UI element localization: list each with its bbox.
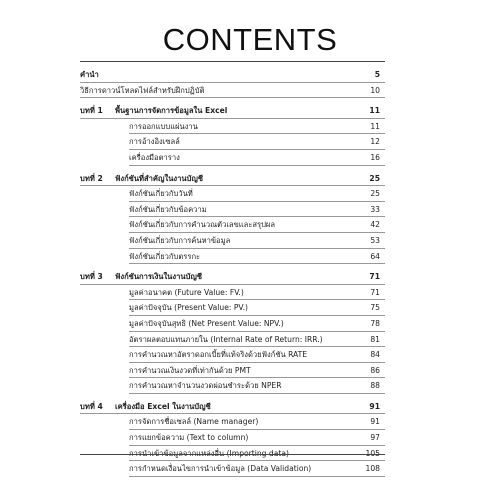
page-number: 81 [370,334,380,344]
entry-title: ฟังก์ชันที่สำคัญในงานบัญชี [115,173,203,183]
entry-title: ฟังก์ชันเกี่ยวกับการคำนวณตัวเลขและสรุปผล [129,220,276,230]
page-number: 11 [369,106,380,116]
page-number: 86 [370,365,380,375]
toc-section-row [80,300,385,316]
entry-title: ฟังก์ชันเกี่ยวกับตรรกะ [129,251,201,261]
chapter-number: บทที่ 4 [80,401,103,411]
toc-chapter-row [80,399,385,415]
toc-chapter-row [80,103,385,119]
entry-title: การแยกข้อความ (Text to column) [129,433,249,443]
page-number: 16 [370,152,380,162]
toc-section-row [80,347,385,363]
toc-section-row [80,316,385,332]
entry-title: การจัดการชื่อเซลล์ (Name manager) [129,417,259,427]
top-rule [80,61,385,62]
page-number: 53 [370,235,380,245]
entry-title: การคำนวณหาจำนวนงวดผ่อนชำระด้วย NPER [129,381,282,391]
entry-title: เครื่องมือตาราง [129,152,180,162]
toc-section-row [80,233,385,249]
toc-section-row [80,378,385,394]
page-number: 78 [370,318,380,328]
chapter-number: บทที่ 2 [80,173,103,183]
chapter-number: บทที่ 3 [80,272,103,282]
toc-section-row [80,285,385,301]
entry-title: การออกแบบแผ่นงาน [129,121,198,131]
page-number: 108 [365,464,380,474]
toc-section-row [80,363,385,379]
toc-section-row [80,461,385,477]
page-number: 91 [370,417,380,427]
entry-title: การอ้างอิงเซลล์ [129,137,180,147]
toc-section-row [80,134,385,150]
page-number: 88 [370,381,380,391]
toc-chapter-row [80,269,385,285]
page-number: 71 [369,272,380,282]
page-number: 75 [370,303,380,313]
entry-title: มูลค่าปัจจุบันสุทธิ (Net Present Value: NPV.) [129,318,284,328]
page-number: 91 [369,401,380,411]
toc-section-row [80,202,385,218]
page-number: 25 [369,173,380,183]
page-number: 42 [370,220,380,230]
chapter-number: บทที่ 1 [80,106,103,116]
entry-title: มูลค่าอนาคต (Future Value: FV.) [129,287,244,297]
table-of-contents [80,64,385,477]
page-number: 5 [374,70,380,79]
entry-title: วิธีการดาวน์โหลดไฟล์สำหรับฝึกปฏิบัติ [80,85,205,95]
toc-section-row [80,332,385,348]
entry-title: พื้นฐานการจัดการข้อมูลใน Excel [115,106,228,116]
page-number: 64 [370,251,380,261]
page-number: 71 [370,287,380,297]
page-number: 25 [370,189,380,199]
entry-title: ฟังก์ชันการเงินในงานบัญชี [115,272,202,282]
toc-section-row [80,186,385,202]
entry-title: การนำเข้าข้อมูลจากแหล่งอื่น (Importing data) [129,448,289,458]
entry-title: ฟังก์ชันเกี่ยวกับวันที่ [129,189,193,199]
entry-title: ฟังก์ชันเกี่ยวกับการค้นหาข้อมูล [129,235,231,245]
row-underline [129,476,385,477]
entry-title: อัตราผลตอบแทนภายใน (Internal Rate of Return: IRR.) [129,334,323,344]
page-number: 12 [370,137,380,147]
page-title: CONTENTS [162,22,338,57]
entry-title: คำนำ [80,70,99,79]
toc-front-row [80,67,385,83]
row-underline [129,165,385,166]
entry-title: ฟังก์ชันเกี่ยวกับข้อความ [129,204,207,214]
row-underline [80,97,385,98]
bottom-rule [80,454,385,455]
toc-section-row [80,249,385,265]
page-number: 84 [370,350,380,360]
toc-section-row [80,150,385,166]
entry-title: มูลค่าปัจจุบัน (Present Value: PV.) [129,303,249,313]
toc-section-row [80,217,385,233]
page-number: 10 [370,85,380,95]
entry-title: การกำหนดเงื่อนไขการนำเข้าข้อมูล (Data Validation) [129,464,312,474]
toc-section-row [80,119,385,135]
entry-title: เครื่องมือ Excel ในงานบัญชี [115,401,211,411]
entry-title: การคำนวณเงินงวดที่เท่ากันด้วย PMT [129,365,251,375]
page-number: 97 [370,433,380,443]
page-number: 105 [365,448,380,458]
row-underline [129,393,385,394]
toc-chapter-row [80,171,385,187]
toc-section-row [80,414,385,430]
page-number: 11 [370,121,380,131]
toc-front-row [80,83,385,99]
toc-section-row [80,430,385,446]
page-number: 33 [370,204,380,214]
entry-title: การคำนวณหาอัตราดอกเบี้ยที่แท้จริงด้วยฟังก์ชัน RATE [129,350,308,360]
row-underline [129,263,385,264]
